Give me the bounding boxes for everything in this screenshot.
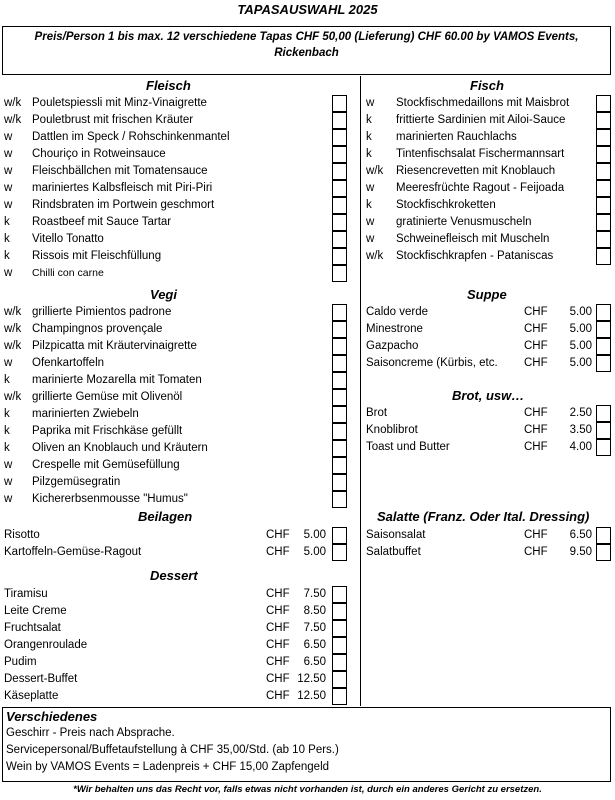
vegi-row <box>4 423 360 440</box>
brot-row <box>366 439 612 456</box>
currency-label: CHF <box>524 357 548 369</box>
suppe-row <box>366 338 612 355</box>
order-checkbox[interactable] <box>596 405 611 422</box>
diet-code: w/k <box>366 250 384 262</box>
item-name: Vitello Tonatto <box>32 233 104 245</box>
item-name: Ofenkartoffeln <box>32 357 105 369</box>
order-checkbox[interactable] <box>332 129 347 146</box>
currency-label: CHF <box>524 441 548 453</box>
item-name: marinierten Zwiebeln <box>32 408 139 420</box>
vegi-row <box>4 389 360 406</box>
diet-code: w <box>366 97 375 109</box>
heading-dessert: Dessert <box>150 568 198 583</box>
currency-label: CHF <box>266 605 290 617</box>
order-checkbox[interactable] <box>596 163 611 180</box>
item-price: 4.00 <box>569 441 592 453</box>
item-name: Saisoncreme (Kürbis, etc. <box>366 357 498 369</box>
diet-code: k <box>366 114 372 126</box>
item-price: 9.50 <box>569 546 592 558</box>
price-info-line-2: Rickenbach <box>274 47 339 59</box>
dessert-row <box>4 586 360 603</box>
diet-code: w/k <box>366 165 384 177</box>
currency-label: CHF <box>266 673 290 685</box>
vegi-row <box>4 474 360 491</box>
heading-suppe: Suppe <box>467 287 507 302</box>
item-price: 5.00 <box>569 340 592 352</box>
item-name: Schweinefleisch mit Muscheln <box>396 233 550 245</box>
suppe-row <box>366 304 612 321</box>
order-checkbox[interactable] <box>332 637 347 654</box>
currency-label: CHF <box>266 639 290 651</box>
item-name: marinierte Mozarella mit Tomaten <box>32 374 202 386</box>
item-price: 7.50 <box>303 588 326 600</box>
diet-code: w <box>4 148 13 160</box>
diet-code: w <box>366 216 375 228</box>
diet-code: k <box>4 374 10 386</box>
item-name: Stockfischkrapfen - Pataniscas <box>396 250 554 262</box>
fleisch-row <box>4 197 360 214</box>
diet-code: k <box>366 148 372 160</box>
heading-vegi: Vegi <box>150 287 177 302</box>
diet-code: k <box>366 199 372 211</box>
diet-code: w/k <box>4 340 22 352</box>
fleisch-row <box>4 180 360 197</box>
suppe-row <box>366 355 612 372</box>
order-checkbox[interactable] <box>332 491 347 508</box>
heading-fleisch: Fleisch <box>146 78 191 93</box>
fleisch-row <box>4 95 360 112</box>
order-checkbox[interactable] <box>332 372 347 389</box>
order-checkbox[interactable] <box>596 231 611 248</box>
item-name: Kichererbsenmousse "Humus" <box>32 493 188 505</box>
order-checkbox[interactable] <box>332 95 347 112</box>
order-checkbox[interactable] <box>332 544 347 561</box>
item-name: Orangenroulade <box>4 639 88 651</box>
item-name: Salatbuffet <box>366 546 421 558</box>
item-name: Fleischbällchen mit Tomatensauce <box>32 165 208 177</box>
currency-label: CHF <box>266 546 290 558</box>
currency-label: CHF <box>524 323 548 335</box>
fleisch-row <box>4 231 360 248</box>
order-checkbox[interactable] <box>596 95 611 112</box>
item-name: grillierte Pimientos padrone <box>32 306 172 318</box>
order-checkbox[interactable] <box>332 474 347 491</box>
fleisch-row <box>4 214 360 231</box>
fleisch-row <box>4 265 360 282</box>
item-name: Toast und Butter <box>366 441 450 453</box>
order-checkbox[interactable] <box>332 423 347 440</box>
fisch-row <box>366 180 612 197</box>
dessert-row <box>4 688 360 705</box>
fleisch-row <box>4 112 360 129</box>
item-name: Gazpacho <box>366 340 419 352</box>
order-checkbox[interactable] <box>596 146 611 163</box>
dessert-row <box>4 603 360 620</box>
item-name: gratinierte Venusmuscheln <box>396 216 532 228</box>
fleisch-row <box>4 129 360 146</box>
misc-line: Wein by VAMOS Events = Ladenpreis + CHF 15,00 Zapfengeld <box>6 761 330 773</box>
item-name: Stockfischkroketten <box>396 199 496 211</box>
currency-label: CHF <box>524 546 548 558</box>
order-checkbox[interactable] <box>332 654 347 671</box>
item-name: Rissois mit Fleischfüllung <box>32 250 162 262</box>
order-checkbox[interactable] <box>332 620 347 637</box>
order-checkbox[interactable] <box>332 146 347 163</box>
order-checkbox[interactable] <box>596 355 611 372</box>
currency-label: CHF <box>266 690 290 702</box>
order-checkbox[interactable] <box>332 163 347 180</box>
order-checkbox[interactable] <box>596 439 611 456</box>
order-checkbox[interactable] <box>596 544 611 561</box>
vegi-row <box>4 440 360 457</box>
order-checkbox[interactable] <box>332 457 347 474</box>
order-checkbox[interactable] <box>332 338 347 355</box>
item-name: Pouletspiessli mit Minz-Vinaigrette <box>32 97 207 109</box>
diet-code: w <box>4 165 13 177</box>
item-name: Kartoffeln-Gemüse-Ragout <box>4 546 142 558</box>
order-checkbox[interactable] <box>332 671 347 688</box>
item-name: Champingnos provençale <box>32 323 163 335</box>
diet-code: k <box>4 408 10 420</box>
item-price: 6.50 <box>569 529 592 541</box>
item-name: Caldo verde <box>366 306 429 318</box>
item-price: 3.50 <box>569 424 592 436</box>
page-title: TAPASAUSWAHL 2025 <box>237 2 378 17</box>
vegi-row <box>4 304 360 321</box>
column-divider <box>360 76 361 706</box>
vegi-row <box>4 321 360 338</box>
item-name: Pilzpicatta mit Kräutervinaigrette <box>32 340 197 352</box>
order-checkbox[interactable] <box>596 214 611 231</box>
item-name: Roastbeef mit Sauce Tartar <box>32 216 172 228</box>
item-name: Rindsbraten im Portwein geschmort <box>32 199 215 211</box>
item-name: Riesencrevetten mit Knoblauch <box>396 165 556 177</box>
order-checkbox[interactable] <box>332 214 347 231</box>
order-checkbox[interactable] <box>332 527 347 544</box>
order-checkbox[interactable] <box>332 180 347 197</box>
fisch-row <box>366 163 612 180</box>
order-checkbox[interactable] <box>596 129 611 146</box>
order-checkbox[interactable] <box>332 112 347 129</box>
vegi-row <box>4 491 360 508</box>
salatte-row <box>366 527 612 544</box>
diet-code: k <box>4 216 10 228</box>
order-checkbox[interactable] <box>332 355 347 372</box>
order-checkbox[interactable] <box>332 389 347 406</box>
diet-code: w/k <box>4 323 22 335</box>
fisch-row <box>366 112 612 129</box>
item-name: grillierte Gemüse mit Olivenöl <box>32 391 183 403</box>
item-price: 6.50 <box>303 639 326 651</box>
order-checkbox[interactable] <box>332 231 347 248</box>
fisch-row <box>366 214 612 231</box>
item-price: 5.00 <box>569 357 592 369</box>
item-name: Fruchtsalat <box>4 622 61 634</box>
item-name: frittierte Sardinien mit Ailoi-Sauce <box>396 114 566 126</box>
diet-code: w <box>366 233 375 245</box>
item-price: 12.50 <box>297 690 326 702</box>
item-price: 5.00 <box>303 546 326 558</box>
verschiedenes-box <box>2 707 611 782</box>
diet-code: w/k <box>4 391 22 403</box>
order-checkbox[interactable] <box>596 180 611 197</box>
diet-code: w/k <box>4 97 22 109</box>
footnote: *Wir behalten uns das Recht vor, falls etwas nicht vorhanden ist, durch ein anderes Gericht zu ersetzen. <box>73 784 542 795</box>
order-checkbox[interactable] <box>332 586 347 603</box>
heading-fisch: Fisch <box>470 78 504 93</box>
diet-code: w <box>4 493 13 505</box>
item-name: Chilli con carne <box>32 267 104 279</box>
salatte-row <box>366 544 612 561</box>
item-price: 2.50 <box>569 407 592 419</box>
price-info-box <box>2 26 611 75</box>
currency-label: CHF <box>266 529 290 541</box>
misc-line: Geschirr - Preis nach Absprache. <box>6 727 175 739</box>
item-name: Saisonsalat <box>366 529 426 541</box>
fisch-row <box>366 95 612 112</box>
price-info-line-1: Preis/Person 1 bis max. 12 verschiedene Tapas CHF 50,00 (Lieferung) CHF 60.00 by VAMOS Events, <box>34 31 579 43</box>
diet-code: k <box>366 131 372 143</box>
fleisch-row <box>4 146 360 163</box>
order-checkbox[interactable] <box>332 440 347 457</box>
item-name: Risotto <box>4 529 40 541</box>
dessert-row <box>4 637 360 654</box>
dessert-row <box>4 654 360 671</box>
item-name: Crespelle mit Gemüsefüllung <box>32 459 180 471</box>
order-checkbox[interactable] <box>596 197 611 214</box>
currency-label: CHF <box>266 588 290 600</box>
brot-row <box>366 422 612 439</box>
currency-label: CHF <box>524 340 548 352</box>
vegi-row <box>4 406 360 423</box>
item-price: 6.50 <box>303 656 326 668</box>
vegi-row <box>4 338 360 355</box>
diet-code: k <box>4 250 10 262</box>
order-checkbox[interactable] <box>596 248 611 265</box>
fisch-row <box>366 129 612 146</box>
diet-code: w <box>4 131 13 143</box>
item-name: Knoblibrot <box>366 424 418 436</box>
heading-beilagen: Beilagen <box>138 509 193 524</box>
currency-label: CHF <box>524 529 548 541</box>
order-checkbox[interactable] <box>332 406 347 423</box>
fleisch-row <box>4 163 360 180</box>
dessert-row <box>4 620 360 637</box>
item-price: 7.50 <box>303 622 326 634</box>
item-price: 5.00 <box>569 323 592 335</box>
order-checkbox[interactable] <box>332 304 347 321</box>
order-checkbox[interactable] <box>332 321 347 338</box>
item-price: 12.50 <box>297 673 326 685</box>
item-name: Meeresfrüchte Ragout - Feijoada <box>396 182 565 194</box>
fisch-row <box>366 248 612 265</box>
diet-code: w <box>4 182 13 194</box>
diet-code: w <box>366 182 375 194</box>
vegi-row <box>4 457 360 474</box>
order-checkbox[interactable] <box>596 321 611 338</box>
beilagen-row <box>4 527 360 544</box>
currency-label: CHF <box>266 622 290 634</box>
item-name: Käseplatte <box>4 690 59 702</box>
diet-code: k <box>4 442 10 454</box>
item-price: 5.00 <box>569 306 592 318</box>
order-checkbox[interactable] <box>332 603 347 620</box>
order-checkbox[interactable] <box>332 197 347 214</box>
item-name: Pilzgemüsegratin <box>32 476 121 488</box>
currency-label: CHF <box>266 656 290 668</box>
item-name: Tintenfischsalat Fischermannsart <box>396 148 565 160</box>
currency-label: CHF <box>524 424 548 436</box>
item-name: Dattlen im Speck / Rohschinkenmantel <box>32 131 230 143</box>
currency-label: CHF <box>524 407 548 419</box>
beilagen-row <box>4 544 360 561</box>
fleisch-row <box>4 248 360 265</box>
diet-code: w <box>4 267 13 279</box>
diet-code: k <box>4 425 10 437</box>
diet-code: w <box>4 476 13 488</box>
item-name: Pouletbrust mit frischen Kräuter <box>32 114 194 126</box>
order-checkbox[interactable] <box>596 422 611 439</box>
suppe-row <box>366 321 612 338</box>
item-price: 8.50 <box>303 605 326 617</box>
item-name: Dessert-Buffet <box>4 673 78 685</box>
vegi-row <box>4 355 360 372</box>
item-name: Paprika mit Frischkäse gefüllt <box>32 425 183 437</box>
dessert-row <box>4 671 360 688</box>
diet-code: w/k <box>4 306 22 318</box>
item-name: Pudim <box>4 656 37 668</box>
heading-verschiedenes: Verschiedenes <box>6 709 98 724</box>
misc-line: Servicepersonal/Buffetaufstellung à CHF 35,00/Std. (ab 10 Pers.) <box>6 744 339 756</box>
order-checkbox[interactable] <box>332 265 347 282</box>
diet-code: w <box>4 199 13 211</box>
diet-code: k <box>4 233 10 245</box>
fisch-row <box>366 197 612 214</box>
order-checkbox[interactable] <box>596 527 611 544</box>
item-name: Chouriço in Rotweinsauce <box>32 148 166 160</box>
diet-code: w <box>4 357 13 369</box>
diet-code: w/k <box>4 114 22 126</box>
item-name: mariniertes Kalbsfleisch mit Piri-Piri <box>32 182 213 194</box>
order-checkbox[interactable] <box>332 248 347 265</box>
item-name: Stockfischmedaillons mit Maisbrot <box>396 97 570 109</box>
fisch-row <box>366 146 612 163</box>
item-name: Brot <box>366 407 388 419</box>
order-checkbox[interactable] <box>596 304 611 321</box>
item-name: marinierten Rauchlachs <box>396 131 517 143</box>
item-name: Leite Creme <box>4 605 67 617</box>
order-checkbox[interactable] <box>596 338 611 355</box>
item-price: 5.00 <box>303 529 326 541</box>
item-name: Oliven an Knoblauch und Kräutern <box>32 442 208 454</box>
vegi-row <box>4 372 360 389</box>
item-name: Minestrone <box>366 323 423 335</box>
heading-brot: Brot, usw… <box>452 388 525 403</box>
order-checkbox[interactable] <box>596 112 611 129</box>
brot-row <box>366 405 612 422</box>
diet-code: w <box>4 459 13 471</box>
heading-salatte: Salatte (Franz. Oder Ital. Dressing) <box>377 509 590 524</box>
order-checkbox[interactable] <box>332 688 347 705</box>
currency-label: CHF <box>524 306 548 318</box>
fisch-row <box>366 231 612 248</box>
item-name: Tiramisu <box>4 588 48 600</box>
